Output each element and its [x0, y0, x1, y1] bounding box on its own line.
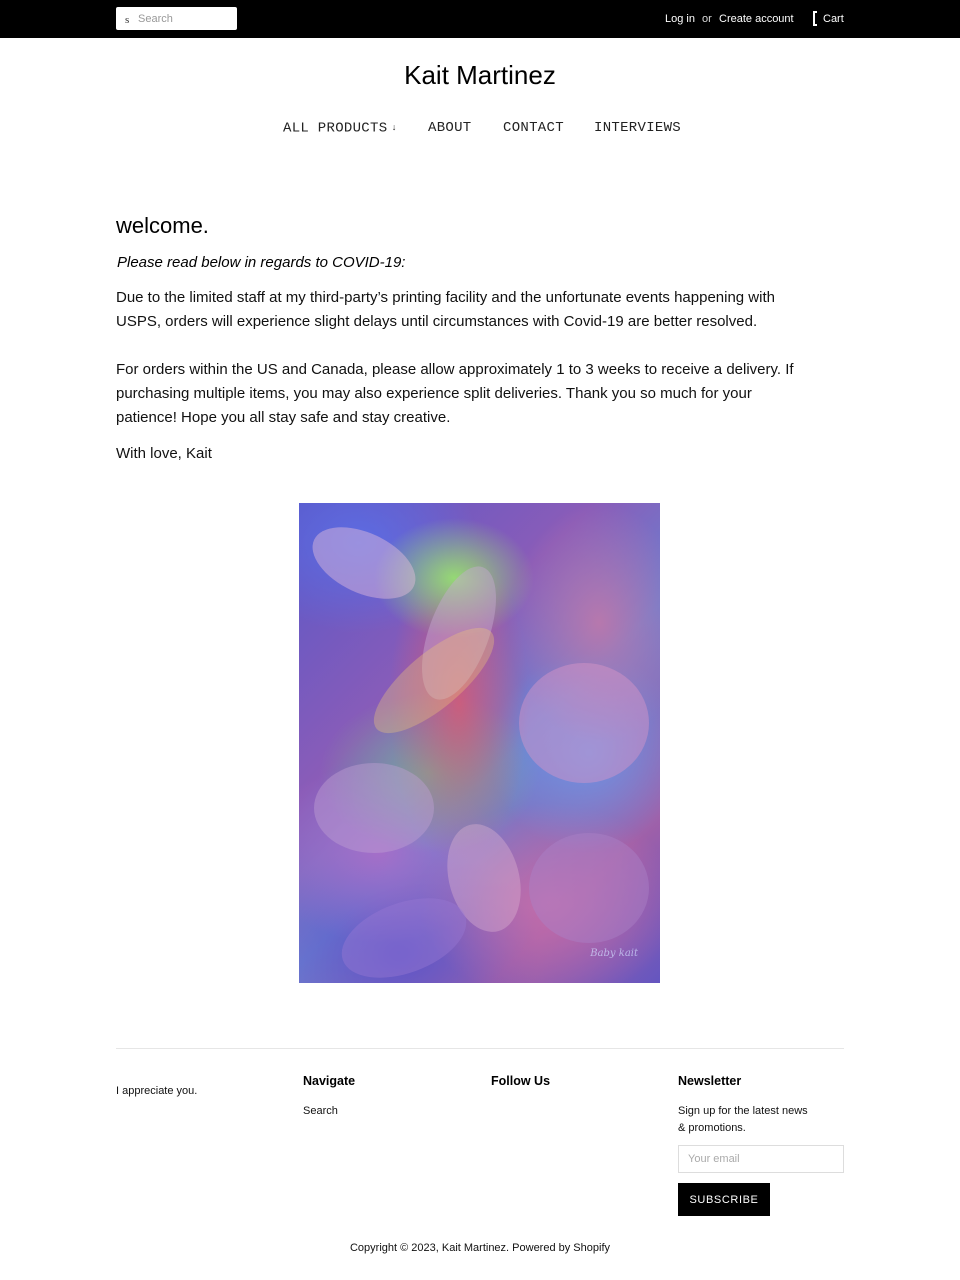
cart-icon[interactable] [813, 11, 817, 26]
nav-item-label: ALL PRODUCTS [283, 120, 388, 137]
footer-tagline-column [116, 1083, 197, 1100]
footer-navigate-heading: Navigate [303, 1074, 356, 1088]
footer-tagline: I appreciate you. [116, 1085, 198, 1097]
search-box[interactable] [116, 7, 237, 30]
or-text: or [702, 13, 712, 25]
nav-item-contact[interactable]: CONTACT [503, 120, 564, 136]
footer-follow-heading: Follow Us [491, 1074, 551, 1088]
copyright-text: Copyright © 2023, Kait Martinez. Powered by Shopify [349, 1242, 610, 1254]
create-account-link[interactable]: Create account [719, 13, 794, 25]
main-nav [0, 119, 960, 137]
covid-paragraph-1: Due to the limited staff at my third-party’s printing facility and the unfortunate events happening with USPS, orders will experience slight delays until circumstances with Covid-19 are better resolved. [116, 289, 775, 330]
nav-item-all-products[interactable] [283, 119, 397, 138]
footer-divider [116, 1048, 844, 1049]
art-shape [529, 833, 649, 943]
featured-artwork-image [299, 503, 660, 983]
cart-link[interactable]: Cart [823, 13, 844, 25]
covid-intro: Please read below in regards to COVID-19: [117, 254, 406, 271]
art-shape [519, 663, 649, 783]
footer-newsletter-heading: Newsletter [678, 1074, 742, 1088]
art-shape [301, 513, 426, 614]
newsletter-email-input[interactable] [678, 1145, 844, 1173]
nav-item-about[interactable]: ABOUT [428, 120, 472, 136]
footer-follow-column [491, 1073, 550, 1089]
signoff: With love, Kait [116, 445, 212, 462]
artist-signature: Baby kait [590, 948, 638, 959]
page-heading: welcome. [116, 213, 209, 238]
art-shape [314, 763, 434, 853]
login-link[interactable]: Log in [665, 13, 695, 25]
footer-navigate-column [303, 1073, 356, 1117]
top-bar [0, 0, 960, 38]
footer-search-link[interactable]: Search [303, 1105, 338, 1117]
footer-newsletter-column [678, 1073, 808, 1206]
subscribe-button[interactable]: SUBSCRIBE [678, 1183, 770, 1216]
search-icon[interactable]: s [125, 14, 130, 26]
nav-item-interviews[interactable]: INTERVIEWS [594, 120, 682, 136]
chevron-down-icon: ↓ [391, 123, 398, 133]
newsletter-description: Sign up for the latest news & promotions. [678, 1105, 808, 1134]
search-input[interactable] [138, 7, 233, 30]
covid-paragraph-2: For orders within the US and Canada, please allow approximately 1 to 3 weeks to receive a delivery. If purchasing multiple items, you may also experience split deliveries. Thank you so much for your patience! Hope you all stay safe and stay creative. [116, 361, 794, 426]
site-title[interactable]: Kait Martinez [404, 60, 556, 90]
